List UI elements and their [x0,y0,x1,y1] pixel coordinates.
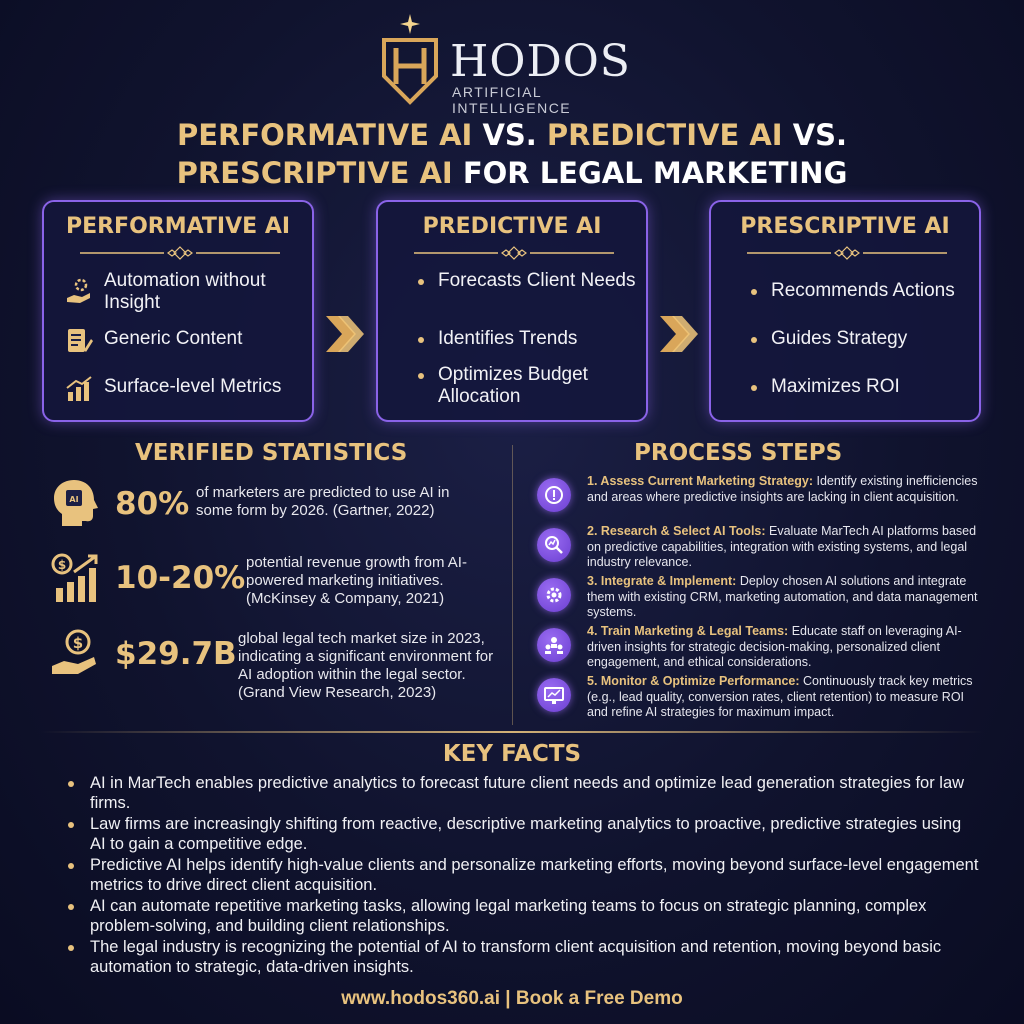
step-body: Identify existing inefficiencies and areas where predictive insights are lacking in client acquisition. [587,474,978,504]
ornament-divider-icon [80,246,280,260]
card-item: Automation without Insight [104,270,266,313]
card-item: Maximizes ROI [771,376,971,398]
title-performative: PERFORMATIVE AI [176,118,473,152]
card-item: Forecasts Client Needs [438,270,638,292]
search-chart-icon [537,528,571,562]
title-prescriptive: PRESCRIPTIVE AI [176,156,453,190]
alert-icon [537,478,571,512]
list-item: The legal industry is recognizing the potential of AI to transform client acquisition and retention, moving beyond basic automation to strategic, data-driven insights. [90,938,980,977]
step-heading: 3. Integrate & Implement: [587,574,737,588]
section-divider-horizontal [40,731,984,733]
process-step-1 [587,474,987,505]
list-item: AI in MarTech enables predictive analytics to forecast future client needs and optimize lead generation strategies for law firms. [90,774,980,813]
list-item: Predictive AI helps identify high-value clients and personalize marketing efforts, moving beyond surface-level engagement metrics to drive direct client acquisition. [90,856,979,894]
money-hand-icon [50,628,102,680]
card-item: Surface-level Metrics [104,376,282,397]
process-step-4 [587,624,987,671]
ornament-divider-icon [747,246,947,260]
key-facts-list [90,774,980,979]
gear-hand-icon [64,276,94,306]
ornament-divider-icon [414,246,614,260]
document-pen-icon [64,326,94,356]
step-heading: 2. Research & Select AI Tools: [587,524,766,538]
card-performative-ai [42,200,314,422]
card-predictive-ai [376,200,648,422]
footer-cta[interactable]: www.hodos360.ai | Book a Free Demo [341,988,683,1009]
svg-text:AI: AI [69,495,79,504]
key-facts-heading: KEY FACTS [442,741,582,767]
list-item: Law firms are increasingly shifting from reactive, descriptive marketing analytics to proactive, predictive strategies using AI to gain a competitive edge. [90,815,980,854]
step-heading: 5. Monitor & Optimize Performance: [587,674,800,688]
ai-head-icon [50,476,102,528]
step-body: Deploy chosen AI solutions and integrate them with existing CRM, marketing automation, and data management systems. [587,574,978,619]
card-item: Recommends Actions [771,280,971,302]
title-predictive: PREDICTIVE AI [546,118,783,152]
brand-name: HODOS [450,36,631,87]
page-title [0,116,1024,192]
svg-text:$: $ [72,634,84,652]
card-item: Optimizes Budget Allocation [438,364,638,408]
process-steps-heading: PROCESS STEPS [634,440,843,466]
stat-description: potential revenue growth from AI-powered marketing initiatives. (McKinsey & Company, 2021) [246,554,467,607]
revenue-growth-icon [50,552,102,604]
step-body: Educate staff on leveraging AI-driven insights for strategic decision-making, personalized client engagement, and ethical considerations. [587,624,962,669]
bar-chart-icon [64,374,94,404]
card-item: Identifies Trends [438,328,638,350]
step-heading: 4. Train Marketing & Legal Teams: [587,624,789,638]
title-suffix: FOR LEGAL MARKETING [452,156,848,190]
process-step-5 [587,674,987,721]
stat-value: 10-20% [115,560,246,596]
section-divider [512,445,513,725]
stat-value: 80% [115,486,190,522]
process-step-3 [587,574,987,621]
team-icon [537,628,571,662]
integration-gear-icon [537,578,571,612]
double-chevron-right-icon [324,312,366,356]
card-item: Guides Strategy [771,328,971,350]
card-item: Generic Content [104,328,243,349]
svg-text:$: $ [57,558,67,572]
stat-description: of marketers are predicted to use AI in some form by 2026. (Gartner, 2022) [196,484,450,519]
verified-statistics-heading: VERIFIED STATISTICS [135,440,408,466]
shield-logo-icon [378,14,442,106]
title-vs-1: VS. [472,118,547,152]
process-step-2 [587,524,987,571]
step-body: Continuously track key metrics (e.g., lead quality, conversion rates, client retention) to measure ROI and refine AI strategies for maximum impact. [587,674,973,719]
step-body: Evaluate MarTech AI platforms based on predictive capabilities, integration with existing systems, and legal industry relevance. [587,524,977,569]
step-heading: 1. Assess Current Marketing Strategy: [587,474,814,488]
card-prescriptive-ai [709,200,981,422]
list-item: AI can automate repetitive marketing tasks, allowing legal marketing teams to focus on strategic planning, complex problem-solving, and building client relationships. [90,897,980,936]
title-vs-2: VS. [782,118,848,152]
card-title: PERFORMATIVE AI [65,214,291,239]
card-title: PREDICTIVE AI [422,214,602,239]
stat-description: global legal tech market size in 2023, indicating a significant environment for AI adoption within the legal sector. (Grand View Research, 2023) [238,630,494,701]
card-title: PRESCRIPTIVE AI [740,214,950,239]
monitor-chart-icon [537,678,571,712]
brand-logo [378,14,658,116]
brand-tagline: ARTIFICIAL INTELLIGENCE [452,84,572,116]
double-chevron-right-icon [658,312,700,356]
stat-value: $29.7B [115,636,237,672]
